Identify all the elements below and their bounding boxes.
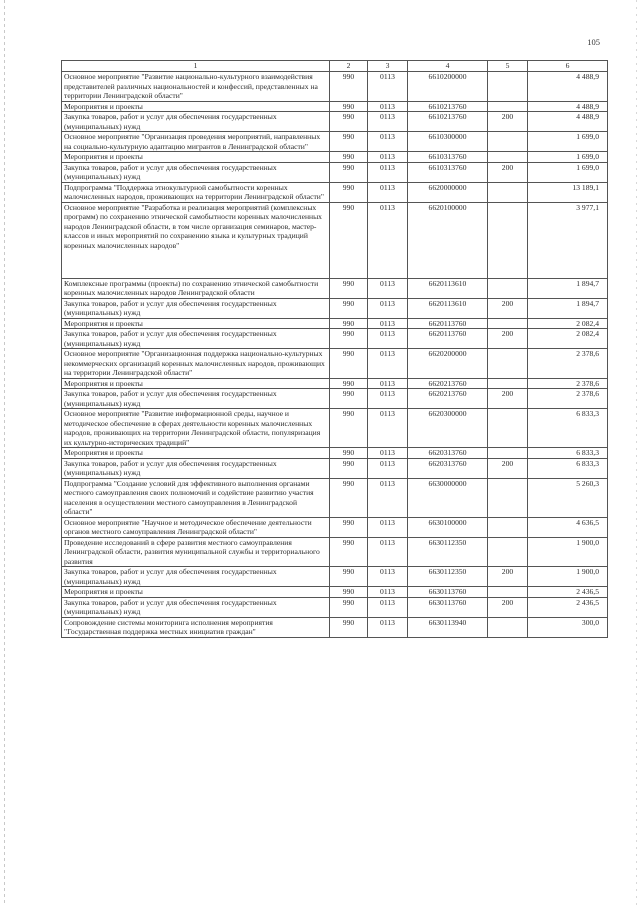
table-row [62,112,608,132]
row-target-cell: 6630112350 [408,567,488,587]
row-code-main-cell: 990 [330,517,368,537]
row-section-cell: 0113 [368,202,408,278]
row-amount-cell: 5 260,3 [528,478,608,517]
row-code-main-cell: 990 [330,478,368,517]
row-target-cell: 6620200000 [408,349,488,379]
table-row [62,278,608,298]
row-section-cell: 0113 [368,112,408,132]
row-target-cell: 6630113760 [408,587,488,598]
row-section-cell: 0113 [368,537,408,567]
row-name-cell: Основное мероприятие "Разработка и реализация мероприятий (комплексных программ) по сохранению этнической самобытности коренных малочисленных народов Ленинградской области, в том числе организация семинаров, мастер-классов и иных мероприятий по сохранению языка и культурных традиций коренных малочисленных народов" [62,202,330,278]
scan-edge-right [636,0,637,905]
row-amount-cell: 2 436,5 [528,597,608,617]
row-target-cell: 6630113940 [408,617,488,637]
row-name-cell: Основное мероприятие "Развитие национально-культурного взаимодействия представителей различных национальностей и конфессий, представленных на территории Ленинградской области" [62,72,330,102]
row-code-main-cell: 990 [330,378,368,389]
row-amount-cell: 6 833,3 [528,409,608,448]
row-expense-type-cell: 200 [488,298,528,318]
table-row [62,329,608,349]
row-name-cell: Закупка товаров, работ и услуг для обеспечения государственных (муниципальных) нужд [62,389,330,409]
row-target-cell: 6610200000 [408,72,488,102]
row-section-cell: 0113 [368,389,408,409]
table-row [62,478,608,517]
budget-table [61,60,608,638]
row-amount-cell: 3 977,1 [528,202,608,278]
row-section-cell: 0113 [368,517,408,537]
row-target-cell: 6630112350 [408,537,488,567]
row-section-cell: 0113 [368,587,408,598]
row-expense-type-cell: 200 [488,112,528,132]
row-code-main-cell: 990 [330,567,368,587]
header-cell-6: 6 [528,61,608,72]
row-expense-type-cell [488,448,528,459]
table-row [62,182,608,202]
row-section-cell: 0113 [368,298,408,318]
row-section-cell: 0113 [368,182,408,202]
row-section-cell: 0113 [368,101,408,112]
row-expense-type-cell [488,101,528,112]
row-name-cell: Закупка товаров, работ и услуг для обеспечения государственных (муниципальных) нужд [62,298,330,318]
row-amount-cell: 1 699,0 [528,162,608,182]
header-cell-1: 1 [62,61,330,72]
table-row [62,567,608,587]
table-row [62,298,608,318]
row-name-cell: Подпрограмма "Поддержка этнокультурной самобытности коренных малочисленных народов, проживающих на территории Ленинградской области" [62,182,330,202]
row-section-cell: 0113 [368,162,408,182]
row-section-cell: 0113 [368,617,408,637]
row-amount-cell: 300,0 [528,617,608,637]
row-expense-type-cell [488,537,528,567]
row-target-cell: 6620113610 [408,298,488,318]
row-target-cell: 6620100000 [408,202,488,278]
row-name-cell: Основное мероприятие "Организация проведения мероприятий, направленных на социально-культурную адаптацию мигрантов в Ленинградской области" [62,132,330,152]
row-amount-cell: 2 378,6 [528,349,608,379]
row-target-cell: 6620300000 [408,409,488,448]
row-code-main-cell: 990 [330,587,368,598]
row-target-cell: 6620213760 [408,389,488,409]
row-target-cell: 6610313760 [408,152,488,163]
row-amount-cell: 2 378,6 [528,378,608,389]
row-code-main-cell: 990 [330,409,368,448]
row-code-main-cell: 990 [330,162,368,182]
header-row [62,61,608,72]
row-amount-cell: 1 900,0 [528,567,608,587]
row-name-cell: Закупка товаров, работ и услуг для обеспечения государственных (муниципальных) нужд [62,458,330,478]
row-code-main-cell: 990 [330,278,368,298]
row-target-cell: 6620113760 [408,318,488,329]
table-row [62,617,608,637]
header-cell-5: 5 [488,61,528,72]
row-code-main-cell: 990 [330,448,368,459]
row-name-cell: Мероприятия и проекты [62,448,330,459]
scan-edge-left [4,0,5,905]
row-section-cell: 0113 [368,329,408,349]
row-code-main-cell: 990 [330,202,368,278]
row-amount-cell: 2 378,6 [528,389,608,409]
row-name-cell: Закупка товаров, работ и услуг для обеспечения государственных (муниципальных) нужд [62,112,330,132]
row-section-cell: 0113 [368,152,408,163]
row-target-cell: 6620000000 [408,182,488,202]
row-name-cell: Закупка товаров, работ и услуг для обеспечения государственных (муниципальных) нужд [62,162,330,182]
table-row [62,587,608,598]
row-expense-type-cell [488,152,528,163]
row-name-cell: Комплексные программы (проекты) по сохранению этнической самобытности коренных малочисленных народов Ленинградской области [62,278,330,298]
row-expense-type-cell [488,132,528,152]
table-row [62,458,608,478]
row-expense-type-cell [488,617,528,637]
row-name-cell: Закупка товаров, работ и услуг для обеспечения государственных (муниципальных) нужд [62,329,330,349]
row-section-cell: 0113 [368,567,408,587]
row-target-cell: 6620113760 [408,329,488,349]
table-row [62,72,608,102]
row-expense-type-cell [488,318,528,329]
row-section-cell: 0113 [368,458,408,478]
row-expense-type-cell [488,349,528,379]
row-name-cell: Основное мероприятие "Развитие информационной среды, научное и методическое обеспечение в сферах деятельности коренных малочисленных народов, проживающих на территории Ленинградской области, популяризация их культурно-исторических традиций" [62,409,330,448]
table-row [62,409,608,448]
table-row [62,389,608,409]
row-amount-cell: 2 436,5 [528,587,608,598]
row-target-cell: 6620313760 [408,458,488,478]
row-amount-cell: 1 894,7 [528,298,608,318]
row-amount-cell: 1 900,0 [528,537,608,567]
row-amount-cell: 4 488,9 [528,101,608,112]
row-amount-cell: 4 488,9 [528,112,608,132]
row-expense-type-cell: 200 [488,162,528,182]
row-expense-type-cell [488,182,528,202]
row-amount-cell: 6 833,3 [528,448,608,459]
table-row [62,318,608,329]
row-code-main-cell: 990 [330,112,368,132]
row-code-main-cell: 990 [330,318,368,329]
row-name-cell: Проведение исследований в сфере развития местного самоуправления Ленинградской области, развития муниципальной службы и территориального развития [62,537,330,567]
row-target-cell: 6620113610 [408,278,488,298]
row-target-cell: 6610300000 [408,132,488,152]
row-code-main-cell: 990 [330,458,368,478]
row-expense-type-cell [488,202,528,278]
row-section-cell: 0113 [368,409,408,448]
header-cell-3: 3 [368,61,408,72]
row-expense-type-cell [488,278,528,298]
row-expense-type-cell: 200 [488,567,528,587]
row-name-cell: Закупка товаров, работ и услуг для обеспечения государственных (муниципальных) нужд [62,597,330,617]
row-code-main-cell: 990 [330,101,368,112]
row-amount-cell: 13 189,1 [528,182,608,202]
row-expense-type-cell [488,378,528,389]
table-row [62,101,608,112]
row-expense-type-cell: 200 [488,329,528,349]
table-row [62,378,608,389]
row-section-cell: 0113 [368,349,408,379]
row-amount-cell: 1 699,0 [528,152,608,163]
table-row [62,517,608,537]
row-code-main-cell: 990 [330,152,368,163]
table-row [62,132,608,152]
row-section-cell: 0113 [368,378,408,389]
row-name-cell: Мероприятия и проекты [62,318,330,329]
row-code-main-cell: 990 [330,72,368,102]
row-section-cell: 0113 [368,448,408,459]
row-target-cell: 6610313760 [408,162,488,182]
row-target-cell: 6630000000 [408,478,488,517]
row-code-main-cell: 990 [330,182,368,202]
table-row [62,448,608,459]
row-name-cell: Мероприятия и проекты [62,587,330,598]
row-target-cell: 6620313760 [408,448,488,459]
table-row [62,152,608,163]
row-amount-cell: 1 894,7 [528,278,608,298]
row-expense-type-cell: 200 [488,458,528,478]
header-cell-4: 4 [408,61,488,72]
row-name-cell: Сопровождение системы мониторинга исполнения мероприятия "Государственная поддержка местных инициатив граждан" [62,617,330,637]
row-code-main-cell: 990 [330,537,368,567]
row-name-cell: Основное мероприятие "Организационная поддержка национально-культурных некоммерческих организаций коренных малочисленных народов, проживающих на территории Ленинградской области" [62,349,330,379]
table-row [62,537,608,567]
row-name-cell: Мероприятия и проекты [62,378,330,389]
row-expense-type-cell: 200 [488,389,528,409]
row-amount-cell: 1 699,0 [528,132,608,152]
row-section-cell: 0113 [368,278,408,298]
row-code-main-cell: 990 [330,132,368,152]
row-section-cell: 0113 [368,72,408,102]
row-amount-cell: 6 833,3 [528,458,608,478]
row-expense-type-cell [488,72,528,102]
row-section-cell: 0113 [368,478,408,517]
table-row [62,597,608,617]
table-row [62,202,608,278]
row-name-cell: Мероприятия и проекты [62,152,330,163]
table-body [62,72,608,638]
row-section-cell: 0113 [368,132,408,152]
row-amount-cell: 2 082,4 [528,318,608,329]
row-target-cell: 6630100000 [408,517,488,537]
row-section-cell: 0113 [368,597,408,617]
row-target-cell: 6610213760 [408,112,488,132]
row-name-cell: Подпрограмма "Создание условий для эффективного выполнения органами местного самоуправления своих полномочий и содействие развитию участия населения в осуществлении местного самоуправления в Ленинградской области" [62,478,330,517]
row-code-main-cell: 990 [330,389,368,409]
row-code-main-cell: 990 [330,298,368,318]
row-name-cell: Закупка товаров, работ и услуг для обеспечения государственных (муниципальных) нужд [62,567,330,587]
row-expense-type-cell: 200 [488,597,528,617]
row-code-main-cell: 990 [330,597,368,617]
row-target-cell: 6610213760 [408,101,488,112]
row-target-cell: 6620213760 [408,378,488,389]
row-amount-cell: 2 082,4 [528,329,608,349]
row-expense-type-cell [488,409,528,448]
row-target-cell: 6630113760 [408,597,488,617]
table-row [62,349,608,379]
row-amount-cell: 4 488,9 [528,72,608,102]
row-expense-type-cell [488,587,528,598]
row-amount-cell: 4 636,5 [528,517,608,537]
row-name-cell: Основное мероприятие "Научное и методическое обеспечение деятельности органов местного самоуправления Ленинградской области" [62,517,330,537]
header-cell-2: 2 [330,61,368,72]
page-number: 105 [587,37,600,47]
row-code-main-cell: 990 [330,349,368,379]
row-section-cell: 0113 [368,318,408,329]
row-name-cell: Мероприятия и проекты [62,101,330,112]
row-code-main-cell: 990 [330,617,368,637]
row-expense-type-cell [488,517,528,537]
row-code-main-cell: 990 [330,329,368,349]
table-row [62,162,608,182]
row-expense-type-cell [488,478,528,517]
